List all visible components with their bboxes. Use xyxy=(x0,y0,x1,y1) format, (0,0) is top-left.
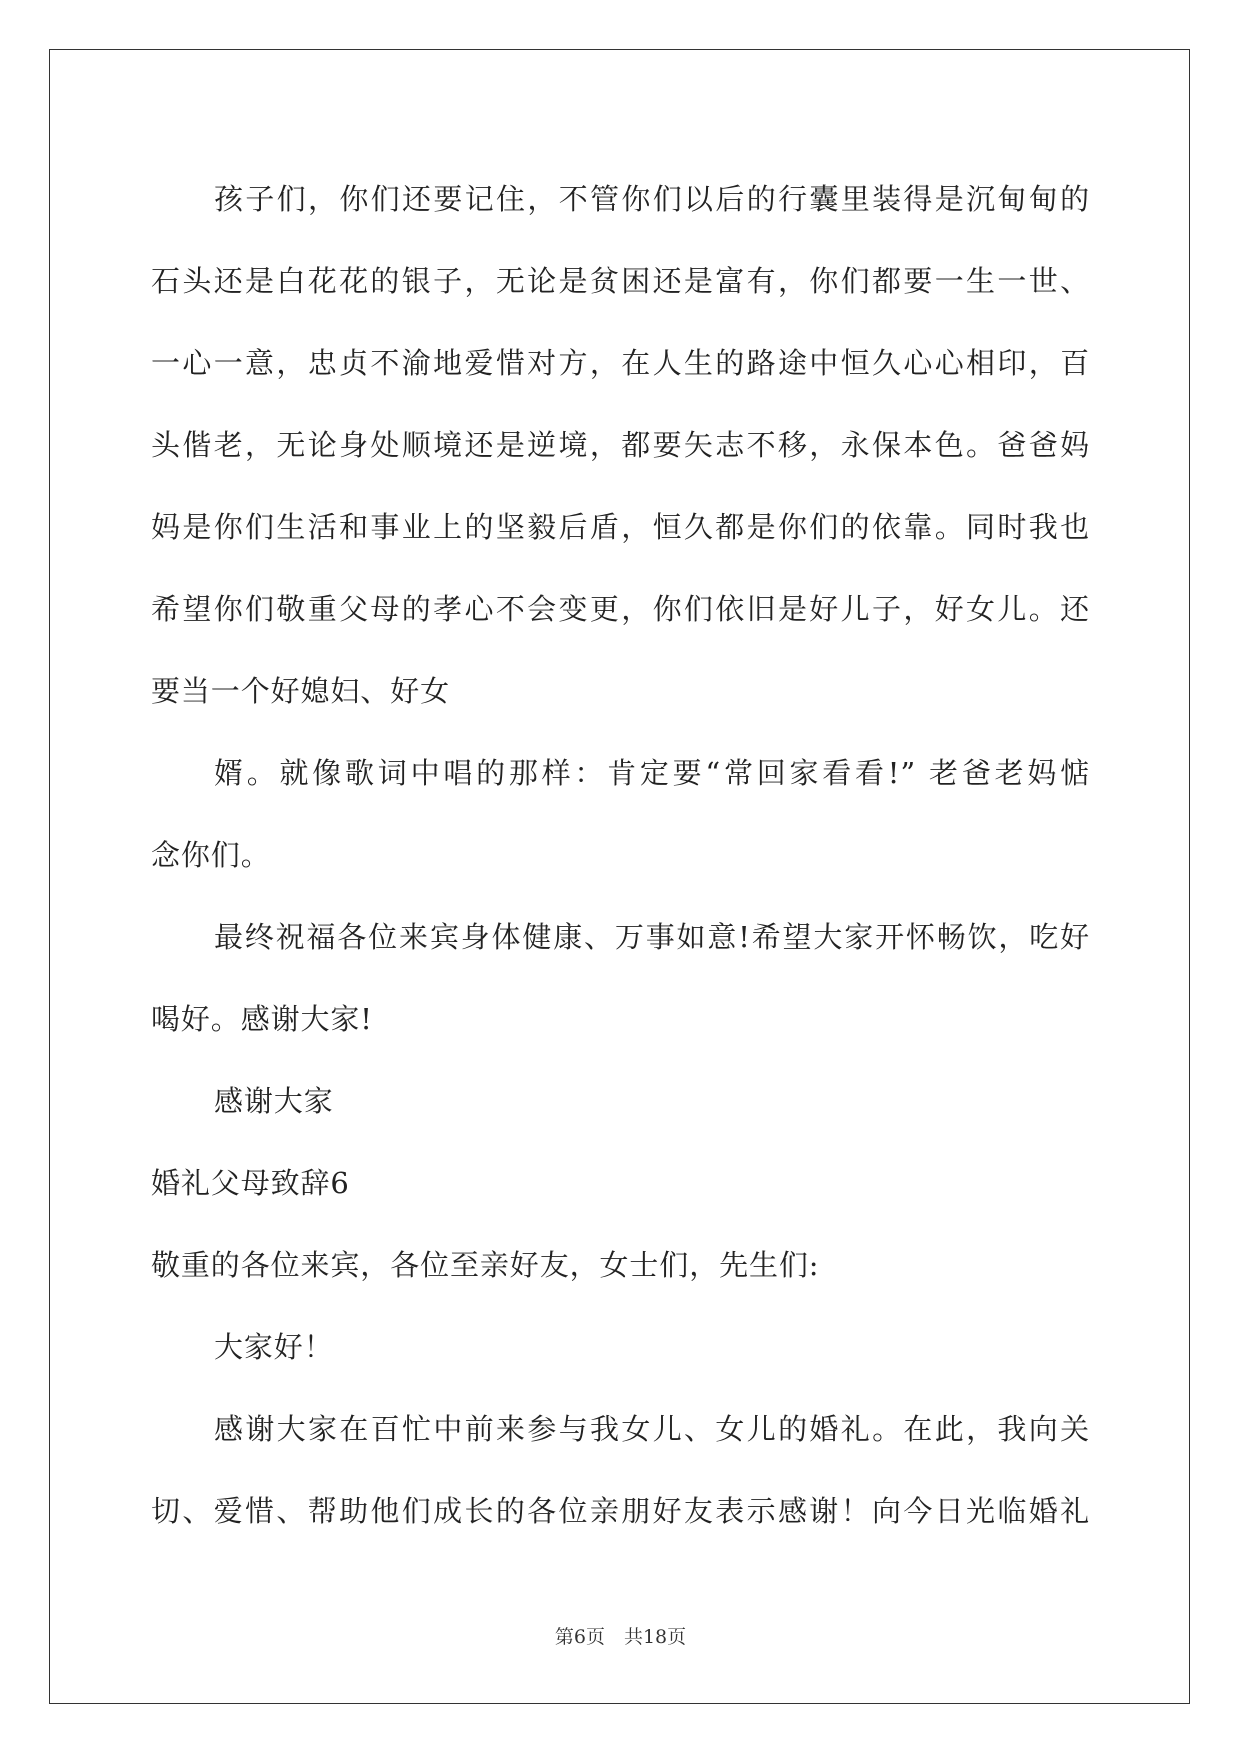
paragraph-line: 妈是你们生活和事业上的坚毅后盾，恒久都是你们的依靠。同时我也 xyxy=(151,510,1090,544)
paragraph-line: 感谢大家在百忙中前来参与我女儿、女儿的婚礼。在此，我向关 xyxy=(214,1412,1090,1446)
paragraph-line: 孩子们，你们还要记住，不管你们以后的行囊里装得是沉甸甸的 xyxy=(214,182,1090,216)
paragraph-line: 切、爱惜、帮助他们成长的各位亲朋好友表示感谢！向今日光临婚礼 xyxy=(151,1494,1090,1528)
paragraph-line: 最终祝福各位来宾身体健康、万事如意!希望大家开怀畅饮，吃好 xyxy=(214,920,1090,954)
paragraph-line: 石头还是白花花的银子，无论是贫困还是富有，你们都要一生一世、 xyxy=(151,264,1090,298)
paragraph-line: 头偕老，无论身处顺境还是逆境，都要矢志不移，永保本色。爸爸妈 xyxy=(151,428,1090,462)
document-body xyxy=(151,158,1090,1552)
section-heading: 婚礼父母致辞6 xyxy=(151,1166,350,1200)
paragraph-line: 希望你们敬重父母的孝心不会变更，你们依旧是好儿子，好女儿。还 xyxy=(151,592,1090,626)
paragraph-line: 感谢大家 xyxy=(214,1084,334,1118)
paragraph-line: 婿。就像歌词中唱的那样：肯定要“常回家看看!” 老爸老妈惦 xyxy=(214,756,1090,790)
paragraph-line: 念你们。 xyxy=(151,838,271,872)
salutation: 敬重的各位来宾，各位至亲好友，女士们，先生们: xyxy=(151,1248,820,1282)
greeting: 大家好！ xyxy=(214,1330,334,1364)
paragraph-line: 要当一个好媳妇、好女 xyxy=(151,674,451,708)
page-footer: 第6页 共18页 xyxy=(554,1626,687,1648)
paragraph-line: 喝好。感谢大家! xyxy=(151,1002,373,1036)
paragraph-line: 一心一意，忠贞不渝地爱惜对方，在人生的路途中恒久心心相印，百 xyxy=(151,346,1090,380)
